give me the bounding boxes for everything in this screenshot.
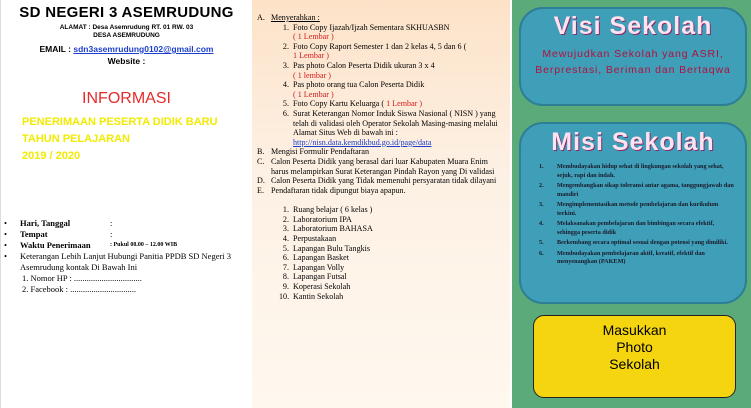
waktu-row: • Waktu Penerimaan : Pukul 08.00 – 12.00 WIB [4,240,178,250]
facility-list [257,205,504,301]
visi-text: Mewujudkan Sekolah yang ASRI, Berprestasi, Beriman dan Bertaqwa [535,48,731,76]
section-c: C. Calon Peserta Didik yang berasal dari luar Kabupaten Muara Enim harus melampirkan Surat Keterangan Pindah Rayon yang Di validasi [257,156,495,176]
facility-item: 3. Laboratorium BAHASA [282,224,373,234]
doc-item: 6. Surat Keterangan Nomor Induk Siswa Nasional ( NISN ) yang telah di validasi oleh Operator Sekolah Masing-masing melalui Alamat Situs Web di bawah ini : http://nisn.data.kemdikbud.go.id/page/data [282,108,498,147]
school-name: SD NEGERI 3 ASEMRUDUNG [19,4,234,21]
misi-item: 6. Membudayakan pembelajaran aktif, kreatif, efektif dan menyenangkan (PAKEM) [539,249,705,265]
info-title: INFORMASI [82,90,171,107]
facility-item: 5. Lapangan Bulu Tangkis [282,243,371,253]
hari-row: • Hari, Tanggal : [4,218,113,228]
misi-item: 1. Membudayakan hidup sehat di lingkungan sekolah yang sehat, sejuk, rapi dan indah. [539,163,724,179]
misi-item: 3. Mengimplementasikan metode pembelajaran dan kurikulum terkini. [539,201,719,217]
doc-item: 4. Pas photo orang tua Calon Peserta Didik ( 1 Lembar ) [282,80,425,99]
doc-item: 3. Pas photo Calon Peserta Didik ukuran 3 x 4 ( 1 lembar ) [282,60,435,80]
right-panel [512,0,751,408]
registration-details [4,218,249,295]
misi-list [539,163,737,267]
section-b: B. Mengisi Formulir Pendaftaran [257,147,370,157]
left-panel [0,0,252,408]
website-line: Website : [107,56,146,66]
misi-item: 2. Mengembangkan sikap toleransi antar agama, tanggungjawab dan mandiri [539,182,734,198]
tempat-row: • Tempat : [4,229,113,239]
ppdb-heading: PENERIMAAN PESERTA DIDIK BARU TAHUN PELAJARAN 2019 / 2020 [22,116,218,162]
misi-item: 5. Berkembang secara optimal sesuai dengan potensi yang dimiliki. [539,239,728,246]
visi-box [519,7,747,106]
section-e: E. Pendaftaran tidak dipungut biaya apapun. [257,185,406,195]
visi-title: Visi Sekolah [553,12,713,40]
facility-item: 10. Kantin Sekolah [279,291,344,301]
section-a-heading: A. Menyerahkan : [257,13,320,22]
section-d: D. Calon Peserta Didik yang Tidak memenuhi persyaratan tidak dilayani [257,176,497,186]
nisn-link[interactable]: http://nisn.data.kemdikbud.go.id/page/data [293,137,432,147]
misi-box [519,122,747,304]
contact-hp: 1. Nomor HP : ................................ [22,273,142,283]
school-photo-placeholder[interactable]: Masukkan Photo Sekolah [533,315,736,398]
facility-item: 2. Laboratorium IPA [282,214,352,224]
facility-item: 7. Lapangan Volly [282,262,345,272]
facility-item: 9. Koperasi Sekolah [282,282,351,292]
email-line: EMAIL : sdn3asemrudung0102@gmail.com [39,44,214,54]
contact-facebook: 2. Facebook : ............................... [22,284,137,294]
requirements [257,13,504,301]
doc-item: 2. Foto Copy Raport Semester 1 dan 2 kelas 4, 5 dan 6 ( 1 Lembar ) [282,41,467,61]
document-list [257,23,504,148]
facility-item: 8. Lapangan Futsal [282,272,347,282]
facility-item: 4. Perpustakaan [282,234,337,244]
misi-item: 4. Melaksanakan pembelajaran dan bimbingan secara efektif, sehingga peserta didik [539,220,715,236]
middle-panel [252,0,510,408]
school-address: ALAMAT : Desa Asemrudung RT. 01 RW. 03 DESA ASEMRUDUNG [59,24,194,39]
doc-item: 1. Foto Copy Ijazah/Ijzah Sementara SKHUASBN ( 1 Lembar ) [282,22,450,42]
email-link[interactable]: sdn3asemrudung0102@gmail.com [73,44,214,54]
doc-item: 5. Foto Copy Kartu Keluarga ( 1 Lembar ) [282,99,423,109]
keterangan-row: • Keterangan Lebih Lanjut Hubungi Panitia PPDB SD Negeri 3 Asemrudung kontak Di Bawah Ini [4,251,232,272]
facility-item: 1. Ruang belajar ( 6 kelas ) [282,205,373,215]
misi-title: Misi Sekolah [551,128,715,156]
facility-item: 6. Lapangan Basket [282,253,349,263]
